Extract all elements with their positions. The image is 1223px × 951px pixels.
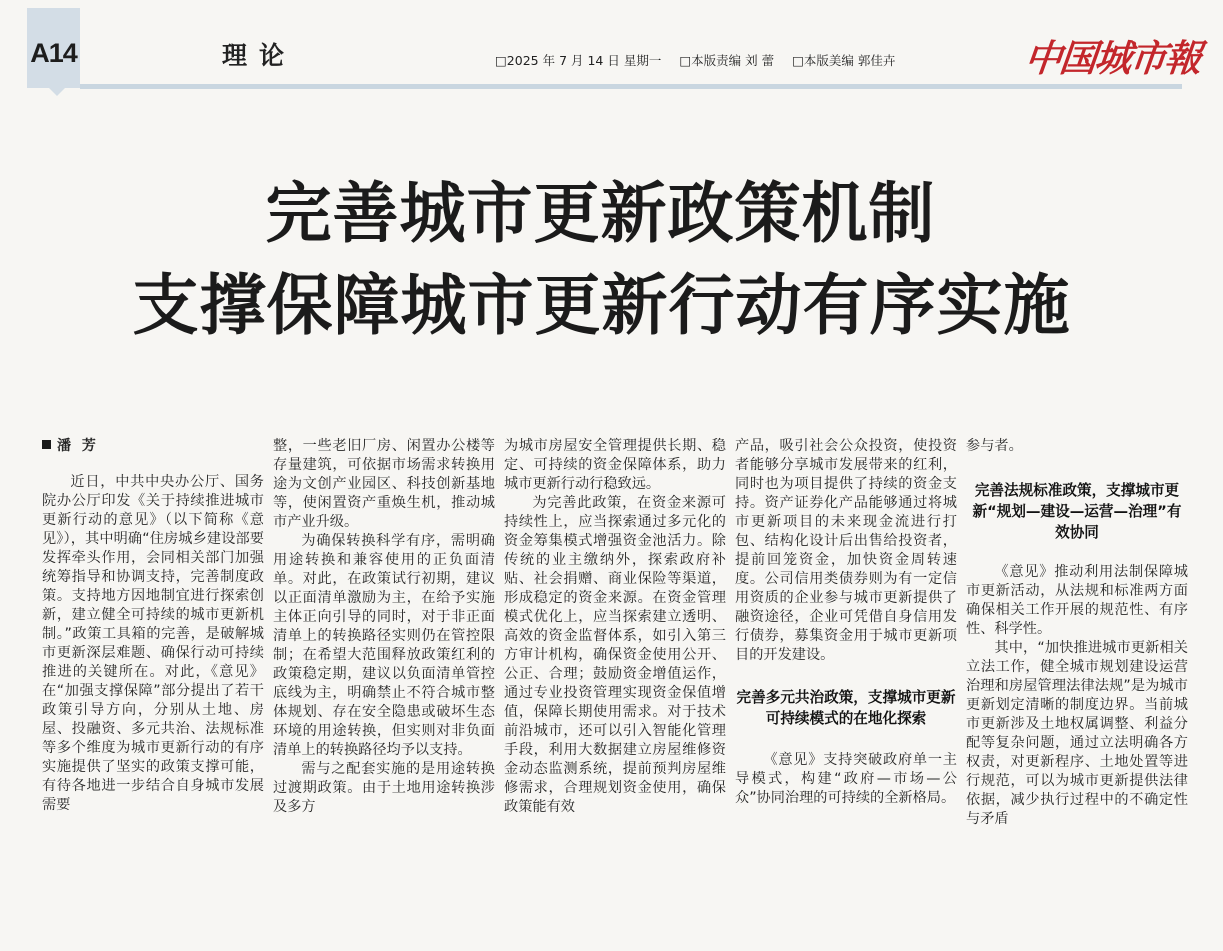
paragraph: 为完善此政策，在资金来源可持续性上，应当探索通过多元化的资金筹集模式增强资金池活力。除传统的业主缴纳外，探索政府补贴、社会捐赠、商业保险等渠道，形成稳定的资金来源。在资金管理模式优化上，应当探索建立透明、高效的资金监督体系，如引入第三方审计机构，确保资金使用公开、公正、合理；鼓励资金增值运作，通过专业投资管理实现资金保值增值，保障长期使用需求。对于技术前沿城市，还可以引入智能化管理手段，利用大数据建立房屋维修资金动态监测系统，提前预判房屋维修需求，合理规划资金使用，确保政策能有效 bbox=[504, 495, 726, 815]
paragraph: 为确保转换科学有序，需明确用途转换和兼容使用的正负面清单。对此，在政策试行初期，建议以正面清单激励为主，在给予实施主体正向引导的同时，对于非正面清单上的转换路径实则仍在管控限制；在希望大范围释放政策红利的政策稳定期，建议以负面清单管控底线为主，明确禁止不符合城市整体规划、存在安全隐患或破坏生态环境的用途转换，但实则对非负面清单上的转换路径均予以支持。 bbox=[273, 533, 495, 758]
page-editor: □本版责编 刘 蕾 bbox=[679, 53, 775, 68]
issue-date: □2025 年 7 月 14 日 星期一 bbox=[495, 53, 662, 68]
paragraph: 整，一些老旧厂房、闲置办公楼等存量建筑，可依据市场需求转换用途为文创产业园区、科技创新基地等，使闲置资产重焕生机，推动城市产业升级。 bbox=[273, 438, 495, 530]
page-designer: □本版美编 郭佳卉 bbox=[792, 53, 896, 68]
subheading: 完善法规标准政策，支撑城市更新“规划—建设—运营—治理”有效协同 bbox=[972, 482, 1182, 541]
article-column-1 bbox=[42, 437, 264, 951]
subheading: 完善多元共治政策，支撑城市更新可持续模式的在地化探索 bbox=[736, 689, 956, 727]
page-number-tag bbox=[27, 8, 80, 88]
article-column-5 bbox=[966, 437, 1188, 951]
byline-square-icon bbox=[42, 440, 51, 449]
byline bbox=[42, 437, 264, 456]
paragraph: 《意见》支持突破政府单一主导模式，构建“政府—市场—公众”协同治理的可持续的全新格局。 bbox=[735, 752, 957, 806]
paragraph: 产品，吸引社会公众投资，使投资者能够分享城市发展带来的红利，同时也为项目提供了持续的资金支持。资产证券化产品能够通过将城市更新项目的未来现金流进行打包、结构化设计后出售给投资者，提前回笼资金，加快资金周转速度。公司信用类债券则为有一定信用资质的企业参与城市更新提供了融资途径，企业可凭借自身信用发行债券，募集资金用于城市更新项目的开发建设。 bbox=[735, 438, 957, 663]
article-column-3 bbox=[504, 437, 726, 951]
paragraph: 需与之配套实施的是用途转换过渡期政策。由于土地用途转换涉及多方 bbox=[273, 761, 495, 815]
paragraph: 其中，“加快推进城市更新相关立法工作，健全城市规划建设运营治理和房屋管理法律法规”是为城市更新划定清晰的制度边界。当前城市更新涉及土地权属调整、利益分配等复杂问题，通过立法明确各方权责，对更新程序、土地处置等进行规范，可以为城市更新提供法律依据，减少执行过程中的不确定性与矛盾 bbox=[966, 640, 1188, 827]
page-number: A14 bbox=[30, 38, 77, 68]
issue-meta bbox=[495, 51, 909, 69]
paragraph: 近日，中共中央办公厅、国务院办公厅印发《关于持续推进城市更新行动的意见》（以下简称《意见》），其中明确“住房城乡建设部要发挥牵头作用，会同相关部门加强统筹指导和协调支持，完善制度政策。支持地方因地制宜进行探索创新，建立健全可持续的城市更新机制。”政策工具箱的完善，是破解城市更新深层难题、确保行动可持续推进的关键所在。对此，《意见》在“加强支撑保障”部分提出了若干政策引导方向，分别从土地、房屋、投融资、多元共治、法规标准等多个维度为城市更新行动的有序实施提供了坚实的政策支撑可能，有待各地进一步结合自身城市发展需要 bbox=[42, 474, 264, 813]
header-rule bbox=[80, 84, 1182, 89]
author-name: 潘 芳 bbox=[57, 438, 99, 454]
newspaper-logo: 中国城市報 bbox=[1022, 36, 1202, 80]
headline-line-1: 完善城市更新政策机制 bbox=[265, 175, 936, 252]
paragraph: 参与者。 bbox=[966, 438, 1023, 454]
article-column-2 bbox=[273, 437, 495, 951]
headline-line-2: 支撑保障城市更新行动有序实施 bbox=[132, 267, 1071, 344]
section-name: 理论 bbox=[222, 41, 297, 70]
article-column-4 bbox=[735, 437, 957, 951]
paragraph: 为城市房屋安全管理提供长期、稳定、可持续的资金保障体系，助力城市更新行动行稳致远。 bbox=[504, 438, 726, 492]
paragraph: 《意见》推动利用法制保障城市更新活动，从法规和标准两方面确保相关工作开展的规范性、有序性、科学性。 bbox=[966, 564, 1188, 637]
